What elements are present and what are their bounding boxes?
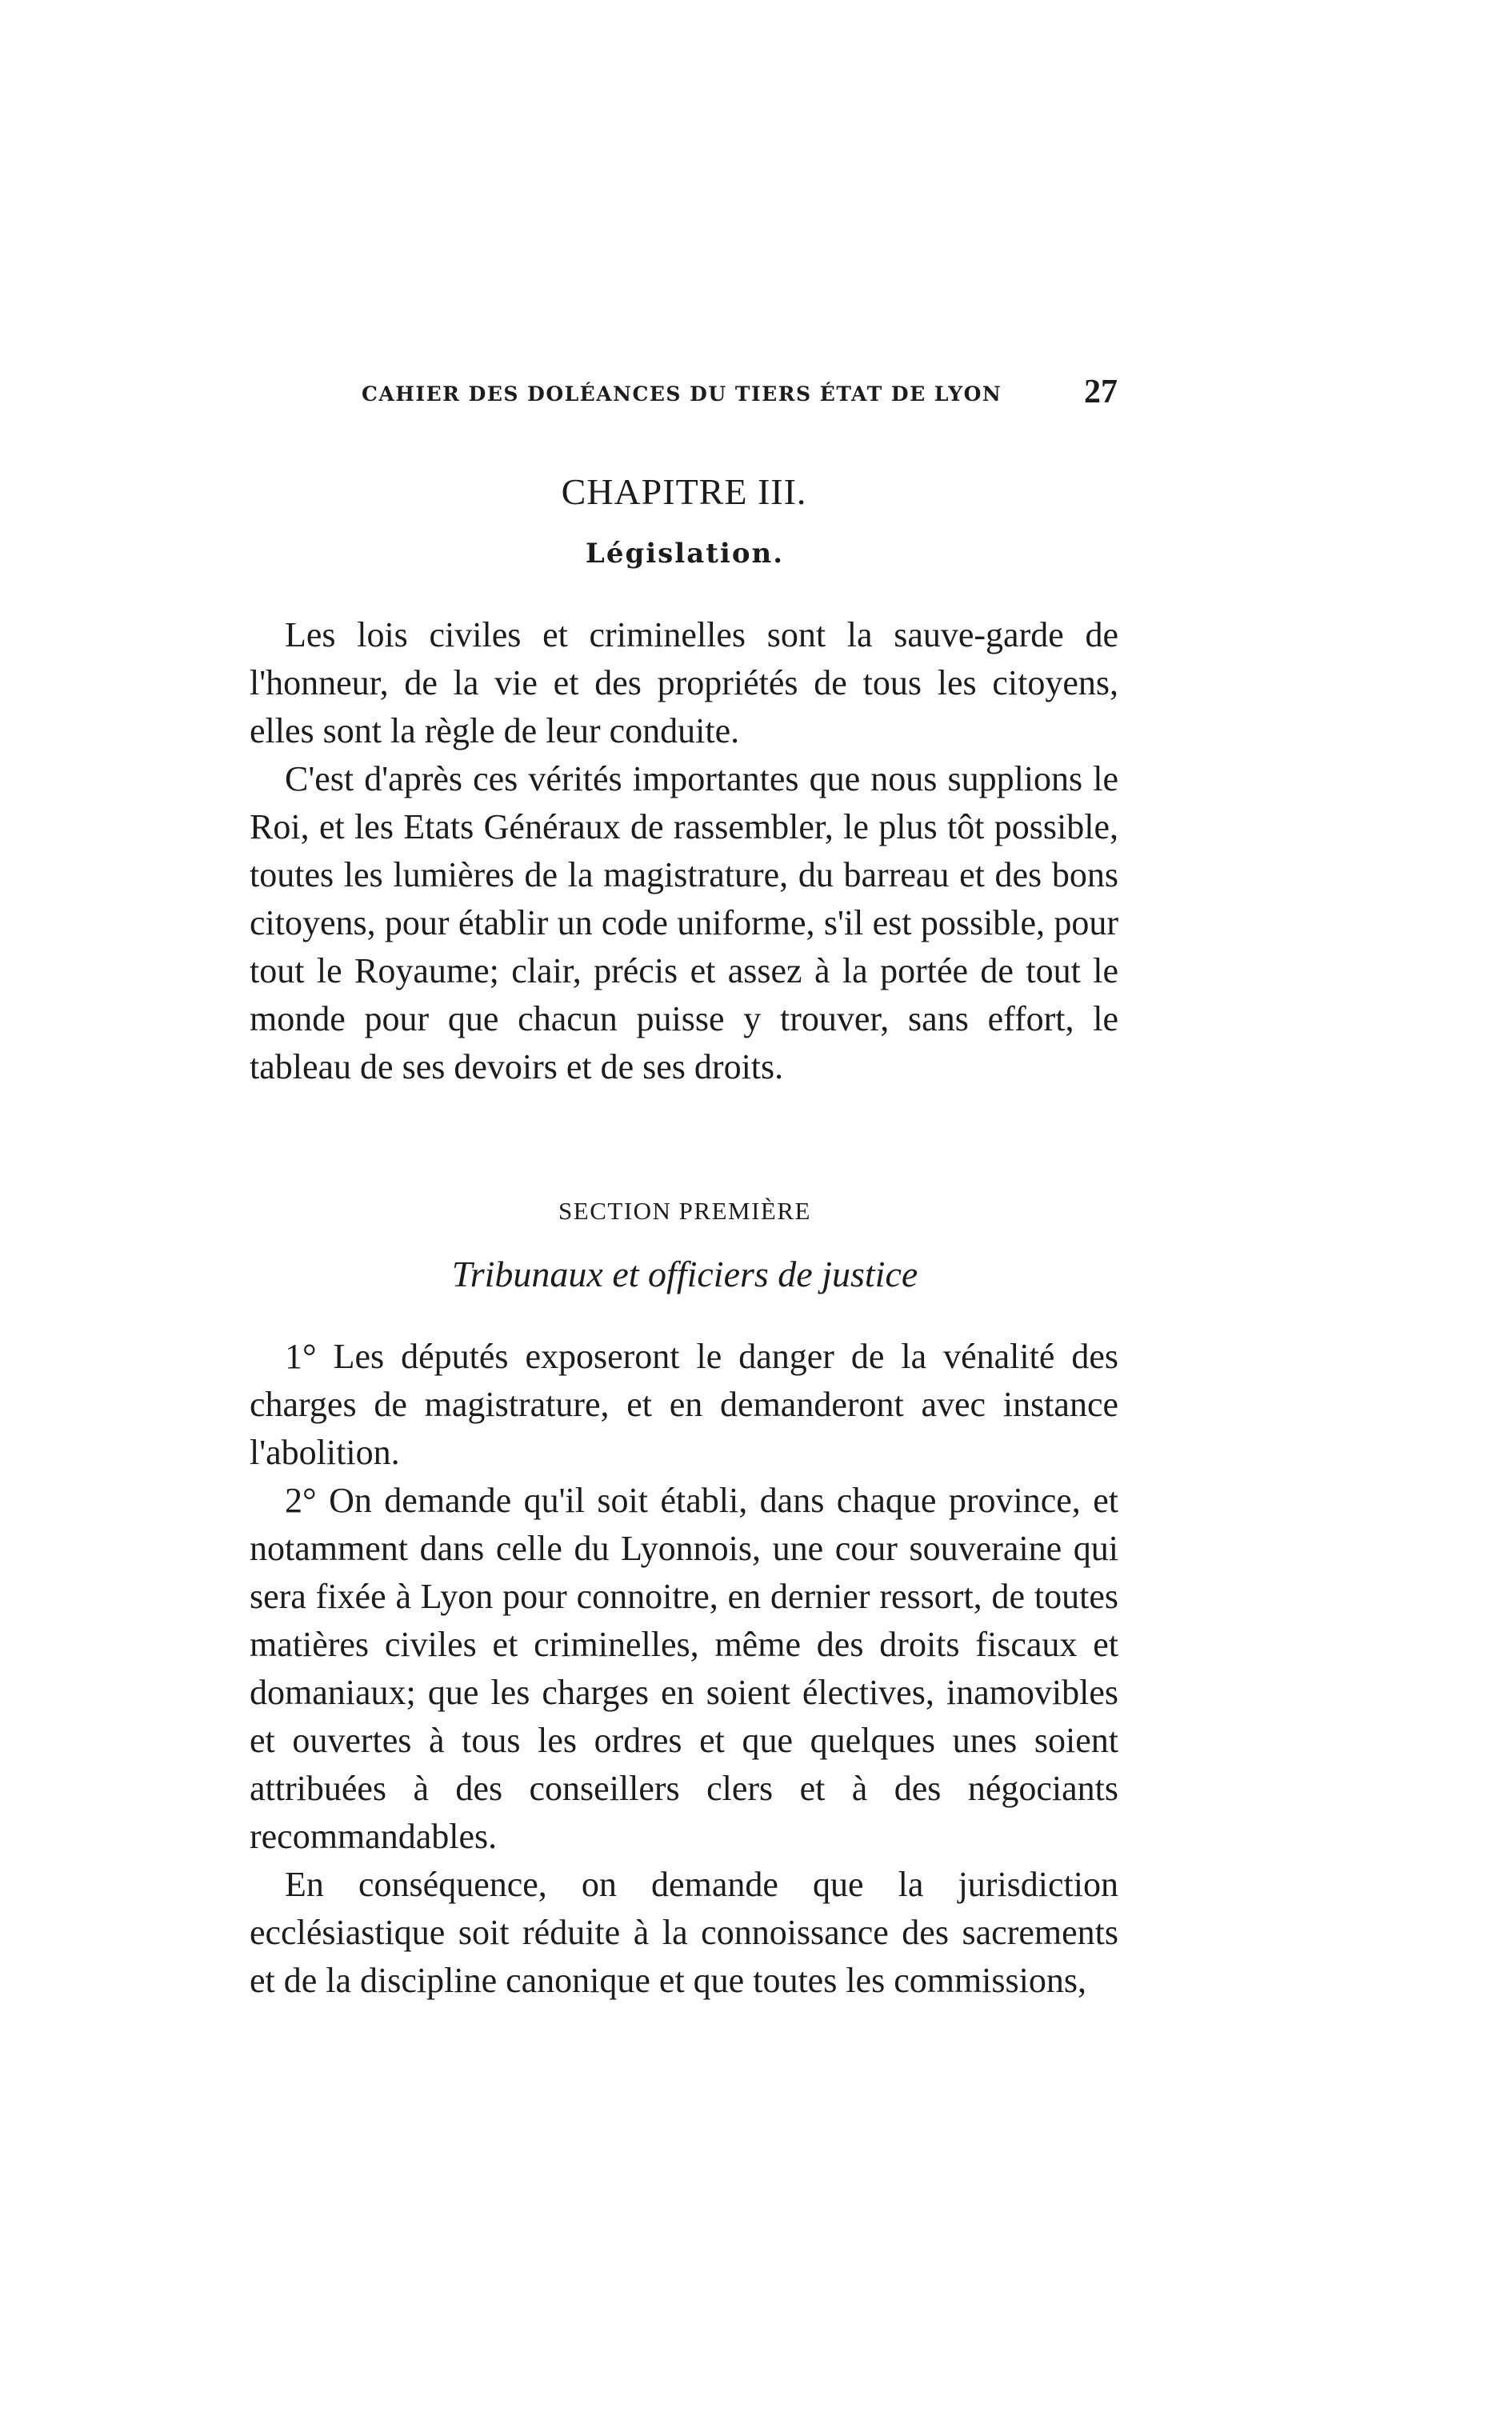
intro-text <box>250 611 1118 1091</box>
paragraph: 1° Les députés exposeront le danger de la vénalité des charges de magistrature, et en demanderont avec instance l'abolition. <box>250 1337 1118 1472</box>
paragraph: En conséquence, on demande que la jurisdiction ecclésiastique soit réduite à la connoissance des sacrements et de la discipline canonique et que toutes les commissions, <box>250 1865 1118 2000</box>
section-title: Tribunaux et officiers de justice <box>451 1254 918 1294</box>
chapter-subtitle: Législation. <box>585 538 785 570</box>
paragraph: 2° On demande qu'il soit établi, dans chaque province, et notamment dans celle du Lyonnois, une cour souveraine qui sera fixée à Lyon pour connoitre, en dernier ressort, de toutes matières civiles et criminelles, même des droits fiscaux et domaniaux; que les charges en soient électives, inamovibles et ouvertes à tous les ordres et que quelques unes soient attribuées à des conseillers clers et à des négociants recommandables. <box>250 1481 1118 1856</box>
paragraph: C'est d'après ces vérités importantes que nous supplions le Roi, et les Etats Généraux de rassembler, le plus tôt possible, toutes les lumières de la magistrature, du barreau et des bons citoyens, pour établir un code uniforme, s'il est possible, pour tout le Royaume; clair, précis et assez à la portée de tout le monde pour que chacun puisse y trouver, sans effort, le tableau de ses devoirs et de ses droits. <box>250 759 1118 1086</box>
running-title: CAHIER DES DOLÉANCES DU TIERS ÉTAT DE LYON <box>362 382 1002 406</box>
section-text <box>250 1333 1118 2005</box>
section-label: SECTION PREMIÈRE <box>558 1197 811 1225</box>
running-header <box>362 373 1118 411</box>
paragraph: Les lois civiles et criminelles sont la sauve-garde de l'honneur, de la vie et des propriétés de tous les citoyens, elles sont la règle de leur conduite. <box>250 615 1118 750</box>
chapter-title: CHAPITRE III. <box>561 471 807 512</box>
page-number: 27 <box>1084 374 1118 410</box>
